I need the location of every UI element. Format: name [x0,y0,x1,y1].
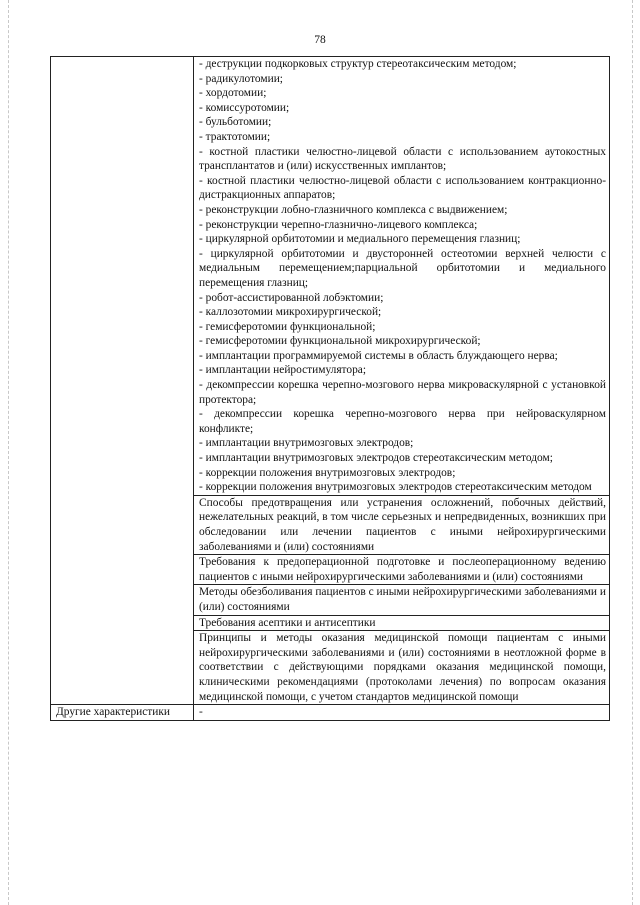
list-item: - деструкции подкорковых структур стереотаксическим методом; [199,58,517,70]
list-item: - циркулярной орбитотомии и двусторонней остеотомии верхней челюсти с медиальным перемещением;парциальной орбитотомии и медиального перемещения глазниц; [199,247,606,289]
list-item: - имплантации программируемой системы в область блуждающего нерва; [199,349,558,362]
list-item: - реконструкции черепно-глазнично-лицевого комплекса; [199,218,478,231]
other-characteristics-value: - [194,705,610,721]
list-item: - имплантации внутримозговых электродов стереотаксическим методом; [199,452,553,465]
knowledge-cell [194,495,610,554]
knowledge-text: Требования асептики и антисептики [199,616,376,629]
list-item: - трактотомии; [199,130,271,143]
list-item: - коррекции положения внутримозговых электродов; [199,466,456,479]
list-item: - хордотомии; [199,87,267,100]
knowledge-cell [194,585,610,615]
requirements-table [50,56,610,721]
knowledge-text: Принципы и методы оказания медицинской помощи пациентам с иными нейрохирургическими заболеваниями и (или) состояниями в неотложной форме в соответствии с действующими порядками оказания медицинской помощи, клиническими рекомендациями (протоколами лечения) по вопросам оказания медицинской помощи, с учетом стандартов медицинской помощи [199,632,606,703]
list-item: - бульботомии; [199,116,272,129]
list-item: - костной пластики челюстно-лицевой области с использованием аутокостных трансплантатов и (или) искусственных имплантов; [199,145,606,173]
knowledge-text: Методы обезболивания пациентов с иными нейрохирургическими заболеваниями и (или) состояниями [199,586,606,613]
list-item: - реконструкции лобно-глазничного комплекса с выдвижением; [199,203,508,216]
list-item: - костной пластики челюстно-лицевой области с использованием контракционно-дистракционных аппаратов; [199,174,606,202]
empty-label-cell [51,57,194,705]
knowledge-cell [194,555,610,585]
procedures-list [199,57,606,495]
list-item: - имплантации нейростимулятора; [199,364,366,377]
list-item: - декомпрессии корешка черепно-мозгового нерва микроваскулярной с установкой протектора; [199,379,606,406]
knowledge-text: Способы предотвращения или устранения осложнений, побочных действий, нежелательных реакций, в том числе серьезных и непредвиденных, возникших при обследовании или лечении пациентов с иными нейрохирургическими заболеваниями и (или) состояниями [199,496,606,553]
list-item: - комиссуротомии; [199,101,290,114]
knowledge-cell [194,615,610,631]
list-item: - гемисферотомии функциональной; [199,320,376,333]
procedures-list-cell [194,57,610,496]
scan-edge-right [632,0,634,905]
list-item: - робот-ассистированной лобэктомии; [199,291,384,304]
list-item: - гемисферотомии функциональной микрохирургической; [199,335,481,348]
list-item: - радикулотомии; [199,72,283,85]
table-row [51,705,610,721]
other-characteristics-label: Другие характеристики [51,705,194,721]
list-item: - коррекции положения внутримозговых электродов стереотаксическим методом [199,481,592,494]
list-item: - циркулярной орбитотомии и медиального перемещения глазниц; [199,233,521,246]
table-row [51,57,610,496]
knowledge-text: Требования к предоперационной подготовке и послеоперационному ведению пациентов с иными нейрохирургическими заболеваниями и (или) состояниями [199,556,606,583]
list-item: - каллозотомии микрохирургической; [199,306,382,319]
page-number: 78 [314,34,326,46]
scan-edge-left [8,0,10,905]
list-item: - имплантации внутримозговых электродов; [199,437,414,450]
knowledge-cell [194,631,610,705]
list-item: - декомпрессии корешка черепно-мозгового нерва при нейроваскулярном конфликте; [199,408,606,435]
